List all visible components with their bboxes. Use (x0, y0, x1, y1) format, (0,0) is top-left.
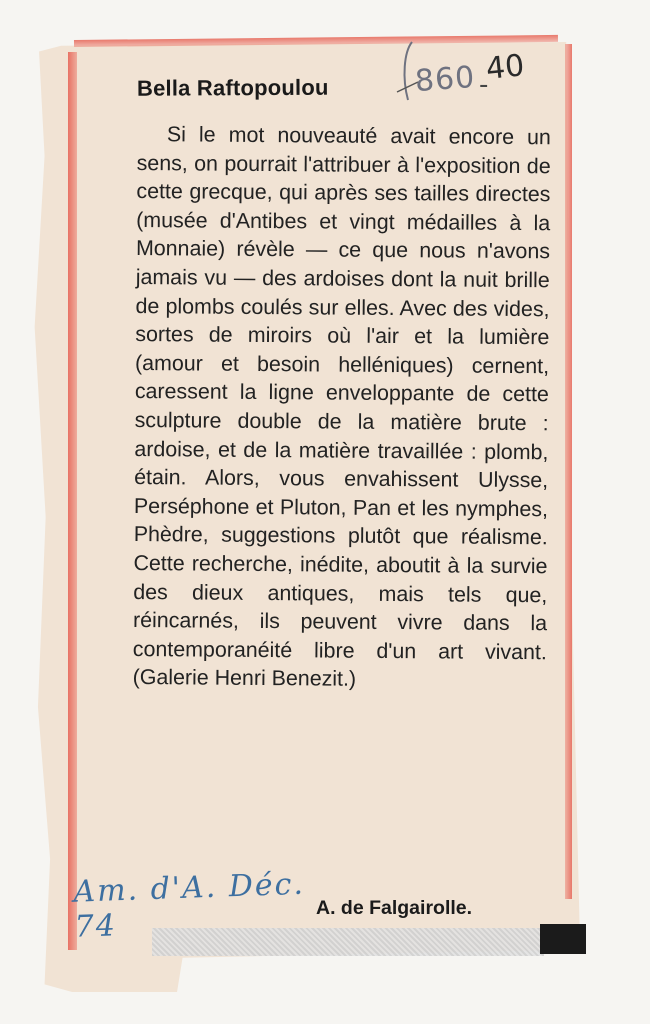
handwritten-source-note: Am. d'A. Déc. 74 (72, 866, 306, 945)
article-author: A. de Falgairolle. (316, 897, 473, 919)
black-block (540, 924, 586, 954)
handwritten-annotation (392, 38, 562, 108)
red-pencil-mark-left (68, 52, 77, 950)
article-title: Bella Raftopoulou (136, 74, 329, 101)
annotation-number: 860 (413, 59, 477, 100)
annotation-price: 40 (484, 48, 526, 87)
red-pencil-mark-right (565, 44, 572, 899)
annotation-dash: - (479, 70, 489, 100)
article-body: Si le mot nouveauté avait encore un sens, on pourrait l'attribuer à l'exposition de cette grecque, qui après ses tailles directes (musée d'Antibes et vingt médailles à la Monnaie) révèle — ce que nous n'avons jamais vu — des ardoises dont la nuit brille de plombs coulés sur elles. Avec des vides, sortes de miroirs où l'air et la lumière (amour et besoin helléniques) cernent, caressent la ligne enveloppante de cette sculpture double de la matière brute : ardoise, et de la matière travaillée : plomb, étain. Alors, vous envahissent Ulysse, Perséphone et Pluton, Pan et les nymphes, Phèdre, suggestions plutôt que réalisme. Cette recherche, inédite, aboutit à la survie des dieux antiques, mais tels que, réincarnés, ils peuvent vivre dans la contemporanéité libre d'un art vivant. (Galerie Henri Benezit.) (132, 122, 551, 692)
halftone-bar (152, 928, 544, 956)
